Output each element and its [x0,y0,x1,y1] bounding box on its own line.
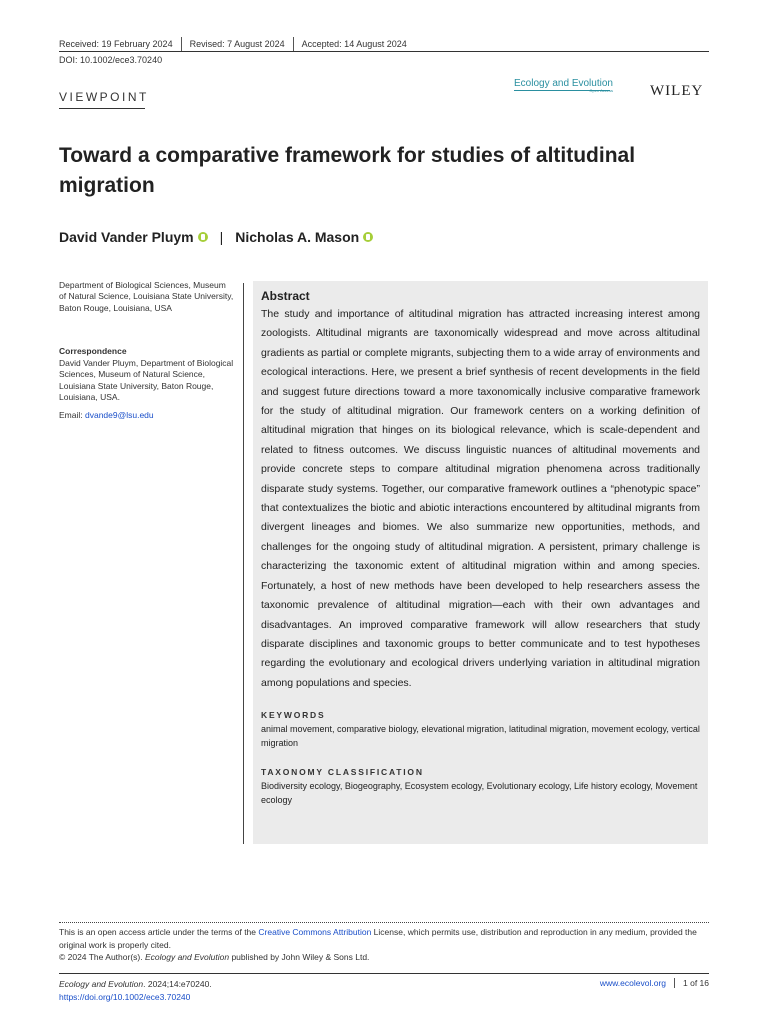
header-divider [59,51,709,52]
correspondence-heading: Correspondence [59,346,127,356]
website-link[interactable]: www.ecolevol.org [599,978,666,988]
orcid-icon[interactable] [363,232,373,242]
email-label: Email: [59,410,85,420]
license-notice [59,926,709,951]
article-title: Toward a comparative framework for studies of altitudinal migration [59,144,636,197]
accepted-date: Accepted: 14 August 2024 [293,37,415,51]
email-link[interactable]: dvande9@lsu.edu [84,410,154,420]
keywords-heading: KEYWORDS [261,710,326,721]
article-dates [59,37,415,51]
footer-divider [59,973,709,974]
license-text-end: License, which permits use, distribution and reproduction in any medium, provided the original work is properly cited. [59,927,697,950]
footer-right [600,978,709,988]
revised-date: Revised: 7 August 2024 [181,37,293,51]
journal-name: Ecology and Evolution [514,78,613,89]
taxonomy-list: Biodiversity ecology, Biogeography, Ecosystem ecology, Evolutionary ecology, Life history ecology, Movement ecology [261,781,698,806]
publisher-logo[interactable]: WILEY [650,83,704,99]
correspondence-address: David Vander Pluym, Department of Biological Sciences, Museum of Natural Science, Louisiana State University, Baton Rouge, Louisiana, USA. [59,358,234,402]
footer-dotted-divider [59,922,709,923]
keywords-list: animal movement, comparative biology, elevational migration, latitudinal migration, movement ecology, vertical migration [261,724,700,749]
copyright-journal: Ecology and Evolution [144,952,230,962]
copyright-end: published by John Wiley & Sons Ltd. [229,952,370,962]
author-separator: | [219,229,224,245]
author-1[interactable]: David Vander Pluym [59,229,194,245]
orcid-icon[interactable] [198,232,208,242]
abstract-heading: Abstract [261,289,310,303]
abstract-text: The study and importance of altitudinal migration has attracted increasing interest among zoologists. Altitudinal migrants are taxonomically widespread and move across altitudinal gradients as partial or complete migrants, subjecting them to a wide array of environments and ecological interactions. Here, we present a brief synthesis of recent developments in the field and suggest future directions toward a more taxonomically inclusive comparative framework for the study of altitudinal migration. Our framework centers on a working definition of altitudinal migration that hinges on its biological relevance, which is scale-dependent and related to fitness outcomes. We discuss linguistic nuances of altitudinal movements and provide concrete steps to compare altitudinal migration phenomena across traditionally disparate study systems. Together, our comparative framework outlines a “phenotypic space” that contextualizes the biotic and abiotic interactions encountered by altitudinal migrants from divergent lineages and biomes. We also summarize new opportunities, methods, and challenges for the ongoing study of altitudinal migration. A persistent, primary challenge is characterizing the taxonomic extent of altitudinal migration within and among species. Fortunately, a host of new methods have been developed to help researchers assess the taxonomic prevalence of altitudinal migration—each with their own advantages and disadvantages. An improved comparative framework will allow researchers that study disparate disciplines and taxonomic groups to better communicate and to test hypotheses regarding the evolutionary and ecological drivers underlying variation in altitudinal migration among populations and species. [261,308,700,689]
journal-logo-underline [514,90,610,91]
doi: DOI: 10.1002/ece3.70240 [59,55,163,65]
sidebar-divider [243,283,244,844]
citation-journal: Ecology and Evolution [59,979,144,989]
article-type-underline [59,108,145,109]
open-access-label: Open Access [589,88,613,93]
received-date: Received: 19 February 2024 [59,39,173,49]
article-type: VIEWPOINT [59,90,149,104]
doi-link[interactable]: https://doi.org/10.1002/ece3.70240 [59,992,191,1002]
author-2[interactable]: Nicholas A. Mason [235,229,360,245]
abstract-box [253,281,708,844]
page-number: 1 of 16 [674,978,709,988]
copyright-notice [59,952,369,962]
citation-volume: . 2024;14:e70240. [143,979,212,989]
license-text-start: This is an open access article under the terms of the [59,927,259,937]
author-list [59,229,373,245]
citation [59,978,212,1004]
citation-line [59,978,212,991]
copyright-start: © 2024 The Author(s). [59,952,145,962]
taxonomy-heading: TAXONOMY CLASSIFICATION [261,767,424,778]
email-row [59,410,154,420]
creative-commons-link[interactable]: Creative Commons Attribution [258,927,372,937]
affiliation: Department of Biological Sciences, Museum of Natural Science, Louisiana State University, Baton Rouge, Louisiana, USA [59,280,234,313]
